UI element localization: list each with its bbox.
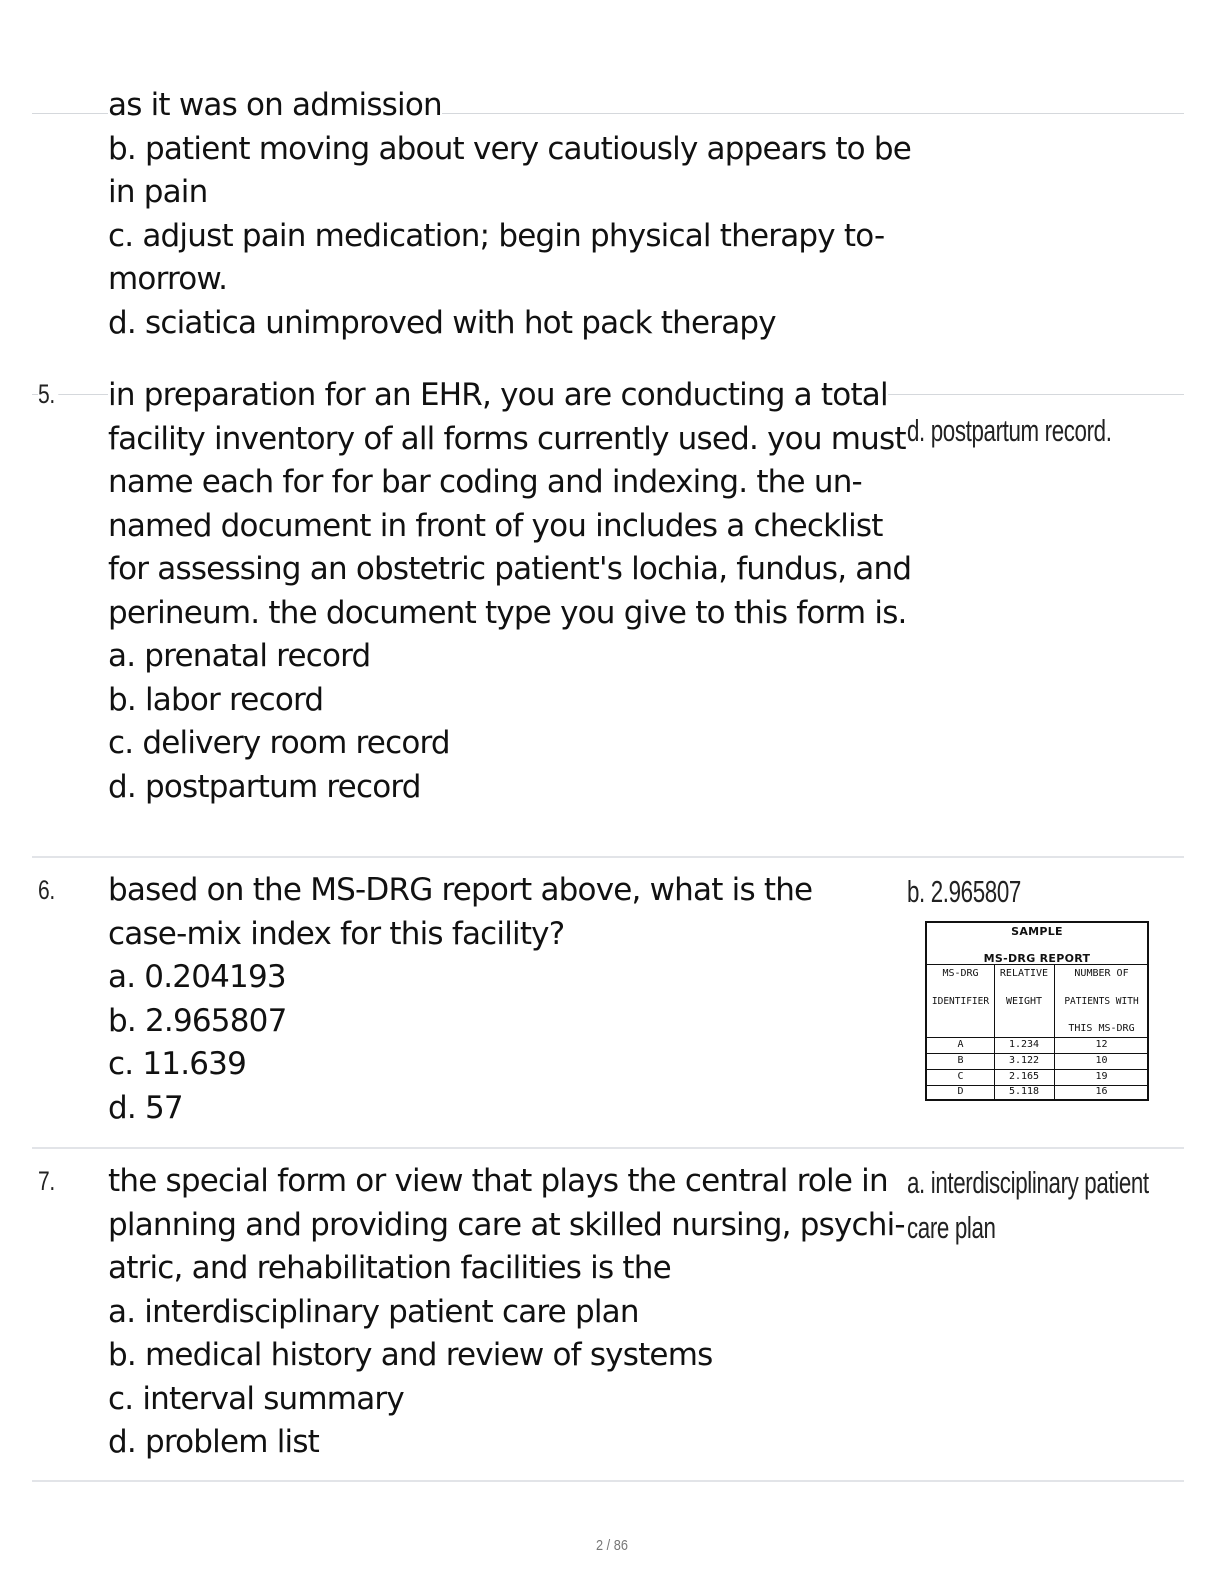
question-text-line: name each for for bar coding and indexing. the un-	[108, 464, 862, 500]
option-a: a. interdisciplinary patient care plan	[108, 1293, 639, 1330]
table-rule	[927, 964, 1147, 965]
carryover-line: morrow.	[108, 261, 228, 297]
table-rule	[927, 1037, 1147, 1038]
carryover-line: d. sciatica unimproved with hot pack therapy	[108, 304, 776, 341]
option-a: a. prenatal record	[108, 638, 371, 674]
cell-patients: 19	[1095, 1071, 1108, 1082]
option-d: d. 57	[108, 1089, 183, 1126]
separator-q6	[32, 856, 1184, 858]
question-text-line: facility inventory of all forms currently used. you must	[108, 420, 906, 457]
option-d: d. postpartum record	[108, 768, 421, 805]
carryover-block	[108, 84, 911, 345]
option-c: c. delivery room record	[108, 725, 450, 761]
question-5	[108, 374, 911, 809]
header-col2: RELATIVE	[999, 968, 1049, 979]
question-text-line: for assessing an obstetric patient's lochia, fundus, and	[108, 551, 912, 587]
header-col2: WEIGHT	[1005, 996, 1043, 1007]
header-col3: PATIENTS WITH	[1064, 996, 1139, 1007]
cell-identifier: A	[957, 1039, 964, 1050]
header-col3: THIS MS-DRG	[1068, 1023, 1135, 1034]
page-number: 2 / 86	[596, 1537, 628, 1554]
answer-q7	[907, 1160, 1149, 1250]
carryover-line: in pain	[108, 174, 208, 210]
answer-line: b. 2.965807	[907, 874, 1021, 909]
cell-weight: 2.165	[1008, 1071, 1040, 1082]
option-c: c. 11.639	[108, 1046, 247, 1082]
question-text-line: in preparation for an EHR, you are conducting a total	[108, 374, 888, 418]
answer-line: a. interdisciplinary patient	[907, 1165, 1149, 1200]
table-rule	[927, 1053, 1147, 1054]
question-number: 5.	[38, 379, 58, 410]
cell-weight: 1.234	[1008, 1039, 1040, 1050]
cell-identifier: C	[957, 1071, 964, 1082]
option-a: a. 0.204193	[108, 959, 286, 995]
question-text-line: based on the MS-DRG report above, what is the	[108, 872, 813, 908]
question-text-line: the special form or view that plays the central role in	[108, 1163, 888, 1199]
separator-q7	[32, 1147, 1184, 1149]
ms-drg-report-table	[925, 921, 1149, 1101]
cell-patients: 10	[1095, 1055, 1108, 1066]
carryover-line: as it was on admission	[108, 84, 442, 128]
question-7	[108, 1160, 905, 1465]
cell-weight: 5.118	[1008, 1086, 1040, 1097]
carryover-line: c. adjust pain medication; begin physical therapy to-	[108, 217, 885, 254]
option-d: d. problem list	[108, 1424, 320, 1460]
option-b: b. medical history and review of systems	[108, 1337, 713, 1373]
answer-line: d. postpartum record.	[907, 413, 1112, 448]
option-b: b. 2.965807	[108, 1002, 287, 1039]
cell-patients: 12	[1095, 1039, 1108, 1050]
report-title: SAMPLE	[1011, 925, 1063, 938]
answer-q5	[907, 408, 1112, 453]
table-rule	[927, 1069, 1147, 1070]
answer-line: care plan	[907, 1210, 996, 1245]
header-col1: IDENTIFIER	[931, 996, 990, 1007]
question-text-line: perineum. the document type you give to this form is.	[108, 594, 907, 631]
answer-q6	[907, 869, 1021, 914]
header-col1: MS-DRG	[942, 968, 979, 979]
separator-bottom	[32, 1480, 1184, 1482]
report-subtitle: MS-DRG REPORT	[983, 952, 1091, 965]
carryover-line: b. patient moving about very cautiously appears to be	[108, 130, 912, 167]
option-b: b. labor record	[108, 681, 324, 718]
question-text-line: case-mix index for this facility?	[108, 915, 565, 952]
cell-patients: 16	[1095, 1086, 1108, 1097]
question-text-line: named document in front of you includes a checklist	[108, 507, 883, 544]
cell-weight: 3.122	[1008, 1055, 1040, 1066]
cell-identifier: B	[957, 1055, 964, 1066]
cell-identifier: D	[957, 1086, 964, 1097]
option-c: c. interval summary	[108, 1380, 404, 1417]
header-col3: NUMBER OF	[1074, 968, 1129, 979]
question-number: 7.	[38, 1166, 55, 1196]
question-text-line: atric, and rehabilitation facilities is the	[108, 1250, 671, 1286]
question-text-line: planning and providing care at skilled nursing, psychi-	[108, 1206, 905, 1243]
question-number: 6.	[38, 875, 55, 905]
question-6	[108, 869, 812, 1130]
